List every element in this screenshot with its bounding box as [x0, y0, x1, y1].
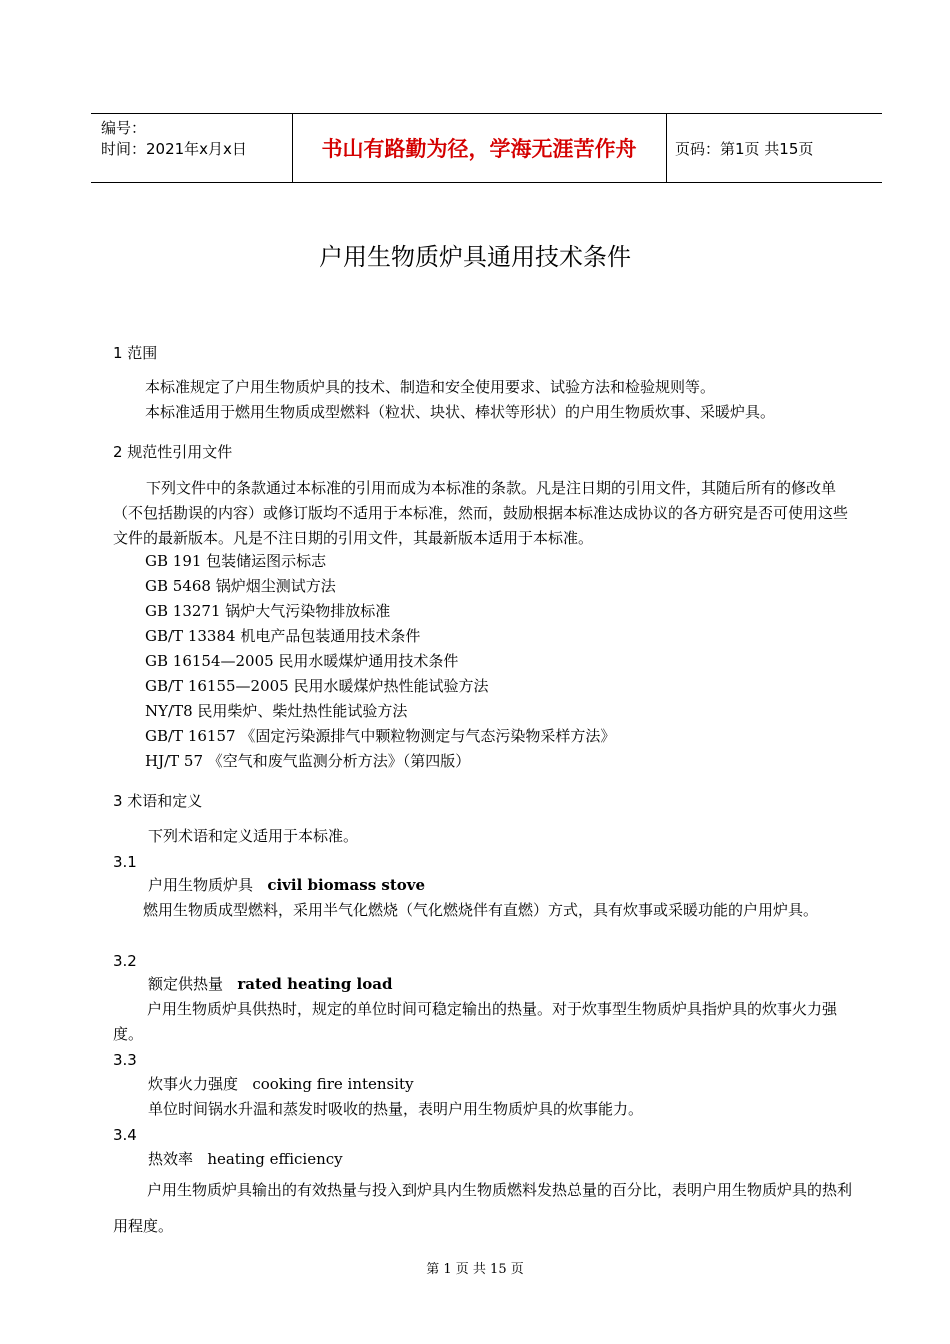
term-name-en: heating efficiency — [207, 1150, 343, 1168]
section-1-heading: 1 范围 — [113, 344, 158, 362]
section-1-paragraph: 本标准适用于燃用生物质成型燃料（粒状、块状、棒状等形状）的户用生物质炊事、采暖炉具。 — [145, 403, 776, 421]
reference-item: HJ/T 57 《空气和废气监测分析方法》（第四版） — [145, 752, 471, 770]
term-definition: 燃用生物质成型燃料，采用半气化燃烧（气化燃烧伴有直燃）方式，具有炊事或采暖功能的户用炉具。 — [143, 901, 819, 919]
section-1-paragraph: 本标准规定了户用生物质炉具的技术、制造和安全使用要求、试验方法和检验规则等。 — [145, 378, 716, 396]
term-number: 3.1 — [113, 853, 137, 871]
term-heading — [148, 873, 425, 898]
reference-item: GB/T 13384 机电产品包装通用技术条件 — [145, 627, 421, 645]
term-name-en: rated heating load — [237, 975, 393, 993]
term-number: 3.3 — [113, 1051, 137, 1069]
term-name-en: cooking fire intensity — [252, 1075, 414, 1093]
document-title: 户用生物质炉具通用技术条件 — [319, 243, 631, 271]
term-number: 3.4 — [113, 1126, 137, 1144]
term-name-zh: 额定供热量 — [148, 975, 224, 993]
term-heading — [148, 1147, 343, 1172]
header-motto: 书山有路勤为径，学海无涯苦作舟 — [321, 137, 637, 161]
page-footer: 第 1 页 共 15 页 — [426, 1262, 524, 1277]
header-meta — [101, 118, 247, 160]
reference-item: GB 191 包装储运图示标志 — [145, 552, 327, 570]
section-2-heading: 2 规范性引用文件 — [113, 443, 233, 461]
reference-item: GB 13271 锅炉大气污染物排放标准 — [145, 602, 391, 620]
reference-item: GB/T 16157 《固定污染源排气中颗粒物测定与气态污染物采样方法》 — [145, 727, 616, 745]
reference-item: NY/T8 民用柴炉、柴灶热性能试验方法 — [145, 702, 408, 720]
term-definition: 户用生物质炉具输出的有效热量与投入到炉具内生物质燃料发热总量的百分比，表明户用生物质炉具的热利用程度。 — [113, 1181, 853, 1235]
header-page-info: 页码：第1页 共15页 — [675, 139, 814, 158]
reference-item: GB 5468 锅炉烟尘测试方法 — [145, 577, 336, 595]
term-name-zh: 户用生物质炉具 — [148, 876, 254, 894]
section-3-heading: 3 术语和定义 — [113, 792, 203, 810]
term-heading — [148, 972, 392, 997]
term-name-zh: 炊事火力强度 — [148, 1075, 239, 1093]
header-divider — [666, 114, 667, 182]
reference-item: GB 16154—2005 民用水暖煤炉通用技术条件 — [145, 652, 459, 670]
time-label: 时间：2021年x月x日 — [101, 140, 247, 158]
section-3-intro: 下列术语和定义适用于本标准。 — [148, 827, 359, 845]
term-heading — [148, 1072, 414, 1097]
term-definition: 户用生物质炉具供热时，规定的单位时间可稳定输出的热量。对于炊事型生物质炉具指炉具的炊事火力强度。 — [113, 1000, 838, 1043]
number-label: 编号： — [101, 119, 147, 137]
term-name-zh: 热效率 — [148, 1150, 194, 1168]
reference-item: GB/T 16155—2005 民用水暖煤炉热性能试验方法 — [145, 677, 489, 695]
term-definition: 单位时间锅水升温和蒸发时吸收的热量，表明户用生物质炉具的炊事能力。 — [148, 1100, 644, 1118]
term-name-en: civil biomass stove — [267, 876, 426, 894]
header-table — [91, 113, 882, 183]
term-number: 3.2 — [113, 952, 137, 970]
section-2-intro: 下列文件中的条款通过本标准的引用而成为本标准的条款。凡是注日期的引用文件，其随后所有的修改单（不包括勘误的内容）或修订版均不适用于本标准，然而，鼓励根据本标准达成协议的各方研究是否可使用这些文件的最新版本。凡是不注日期的引用文件，其最新版本适用于本标准。 — [113, 479, 849, 547]
